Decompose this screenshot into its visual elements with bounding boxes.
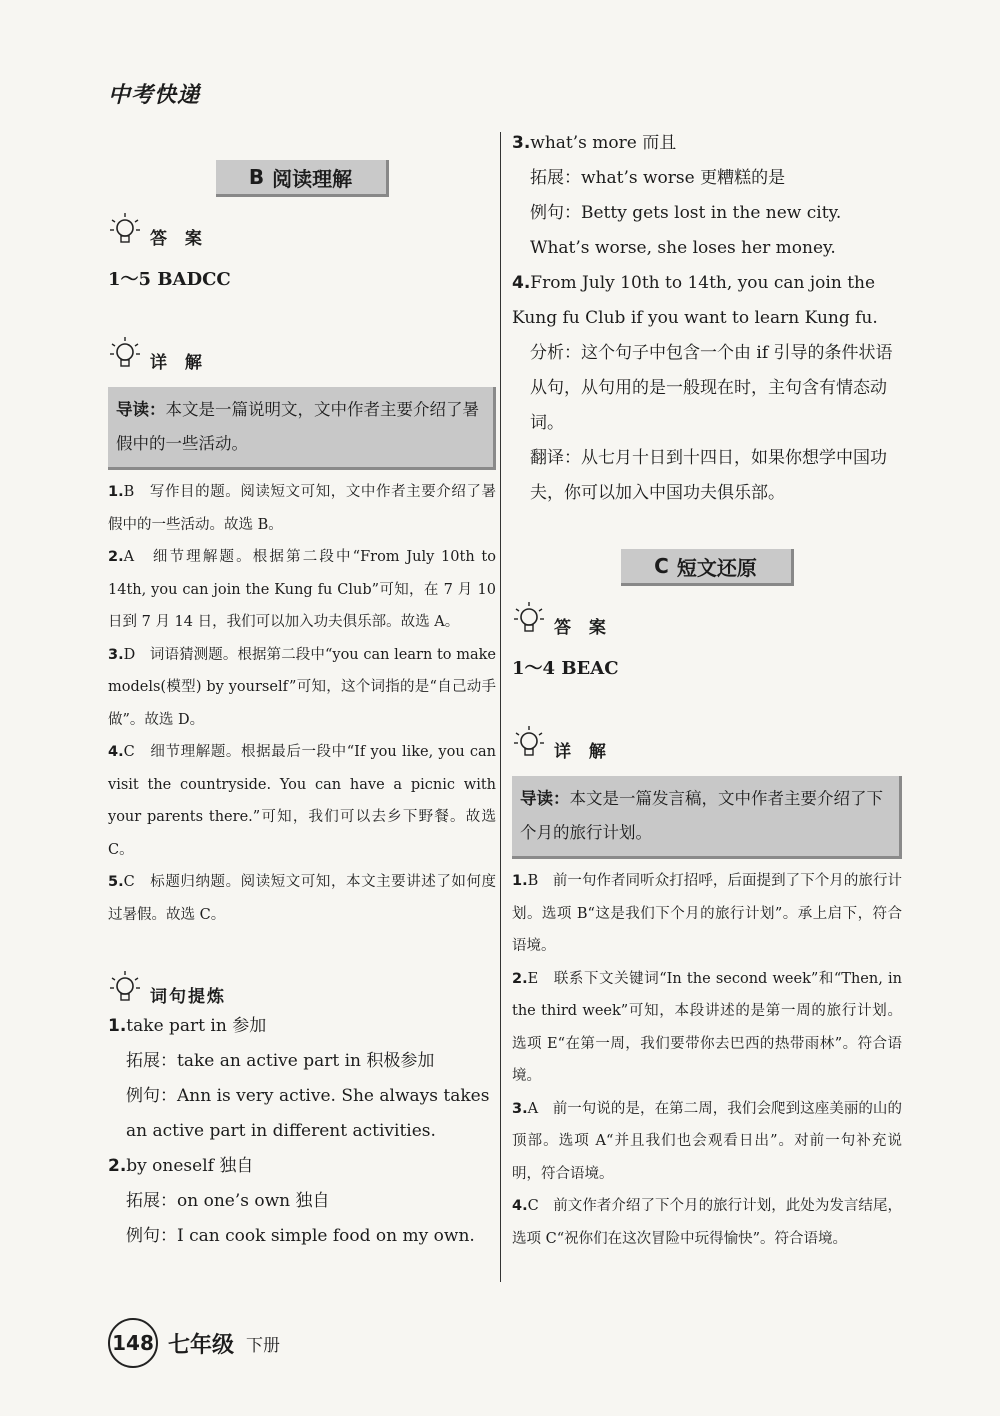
- phrase-item: 3.what’s more 而且 拓展：what’s worse 更糟糕的是 例句：Betty gets lost in the new city. What’s worse, she loses her money.: [512, 133, 842, 258]
- left-column: [108, 160, 496, 1254]
- page-footer: [108, 1318, 280, 1368]
- list-item: 3.A 前一句说的是，在第二周，我们会爬到这座美丽的山的顶部。选项 A“并且我们也会观看日出”。对前一句补充说明，符合语境。: [512, 1100, 902, 1182]
- answers: 1～4 BEAC: [512, 658, 619, 679]
- phrase-item: 2.by oneself 独自 拓展：on one’s own 独自 例句：I can cook simple food on my own.: [108, 1156, 475, 1246]
- answers: 1～5 BADCC: [108, 269, 231, 290]
- explain-heading: 详 解: [512, 720, 902, 764]
- section-c-title: [621, 549, 794, 586]
- lightbulb-icon: [108, 969, 142, 1009]
- list-item: 4.C 细节理解题。根据最后一段中“If you like, you can visit the countryside. You can have a picnic with your parents there.”可知，我们可以去乡下野餐。故选 C。: [108, 744, 496, 858]
- phrases-heading: 词句提炼: [108, 965, 496, 1009]
- column-divider: [500, 132, 501, 1282]
- phrase-item: 4.From July 10th to 14th, you can join the Kung fu Club if you want to learn Kung fu. 分析：这个句子中包含一个由 if 引导的条件状语从句，从句用的是一般现在时，主句含有情态动词。 翻译：从七月十日到十四日，如果你想学中国功夫，你可以加入中国功夫俱乐部。: [512, 273, 893, 503]
- section-b-title: [216, 160, 389, 197]
- page-header: 中考快递: [108, 83, 201, 108]
- explanation-list: [108, 476, 496, 931]
- section-title-text: 阅读理解: [272, 166, 353, 191]
- section-letter: C: [654, 554, 669, 578]
- lightbulb-icon: [108, 211, 142, 251]
- explanation-list: [512, 865, 902, 1255]
- answer-heading: 答 案: [512, 596, 902, 640]
- answer-heading: 答 案: [108, 207, 496, 251]
- list-item: 1.B 写作目的题。阅读短文可知，文中作者主要介绍了暑假中的一些活动。故选 B。: [108, 484, 496, 533]
- list-item: 1.B 前一句作者同听众打招呼，后面提到了下个月的旅行计划。选项 B“这是我们下个月的旅行计划”。承上启下，符合语境。: [512, 873, 902, 954]
- guide-box: 导读：本文是一篇发言稿，文中作者主要介绍了下个月的旅行计划。: [512, 776, 902, 859]
- volume-label: 下册: [246, 1335, 281, 1356]
- list-item: 2.E 联系下文关键词“In the second week”和“Then, in the third week”可知，本段讲述的是第一周的旅行计划。选项 E“在第一周，我们要带你去巴西的热带雨林”。符合语境。: [512, 970, 902, 1084]
- list-item: 4.C 前文作者介绍了下个月的旅行计划，此处为发言结尾，选项 C“祝你们在这次冒险中玩得愉快”。符合语境。: [512, 1198, 902, 1247]
- lightbulb-icon: [108, 335, 142, 375]
- lightbulb-icon: [512, 724, 546, 764]
- grade-label: 七年级: [168, 1332, 235, 1358]
- list-item: 5.C 标题归纳题。阅读短文可知，本文主要讲述了如何度过暑假。故选 C。: [108, 874, 496, 923]
- section-title-text: 短文还原: [676, 555, 757, 580]
- section-letter: B: [248, 165, 265, 189]
- page-number: 148: [108, 1318, 158, 1368]
- explain-heading: 详 解: [108, 331, 496, 375]
- phrase-item: 1.take part in 参加 拓展：take an active part in 积极参加 例句：Ann is very active. She always takes an active part in different activities.: [108, 1016, 490, 1141]
- lightbulb-icon: [512, 600, 546, 640]
- guide-box: 导读：本文是一篇说明文，文中作者主要介绍了暑假中的一些活动。: [108, 387, 496, 470]
- right-column: [512, 126, 902, 1255]
- list-item: 2.A 细节理解题。根据第二段中“From July 10th to 14th, you can join the Kung fu Club”可知，在 7 月 10 日到 7 月 14 日，我们可以加入功夫俱乐部。故选 A。: [108, 549, 496, 630]
- list-item: 3.D 词语猜测题。根据第二段中“you can learn to make models(模型) by yourself”可知，这个词指的是“自己动手做”。故选 D。: [108, 646, 496, 728]
